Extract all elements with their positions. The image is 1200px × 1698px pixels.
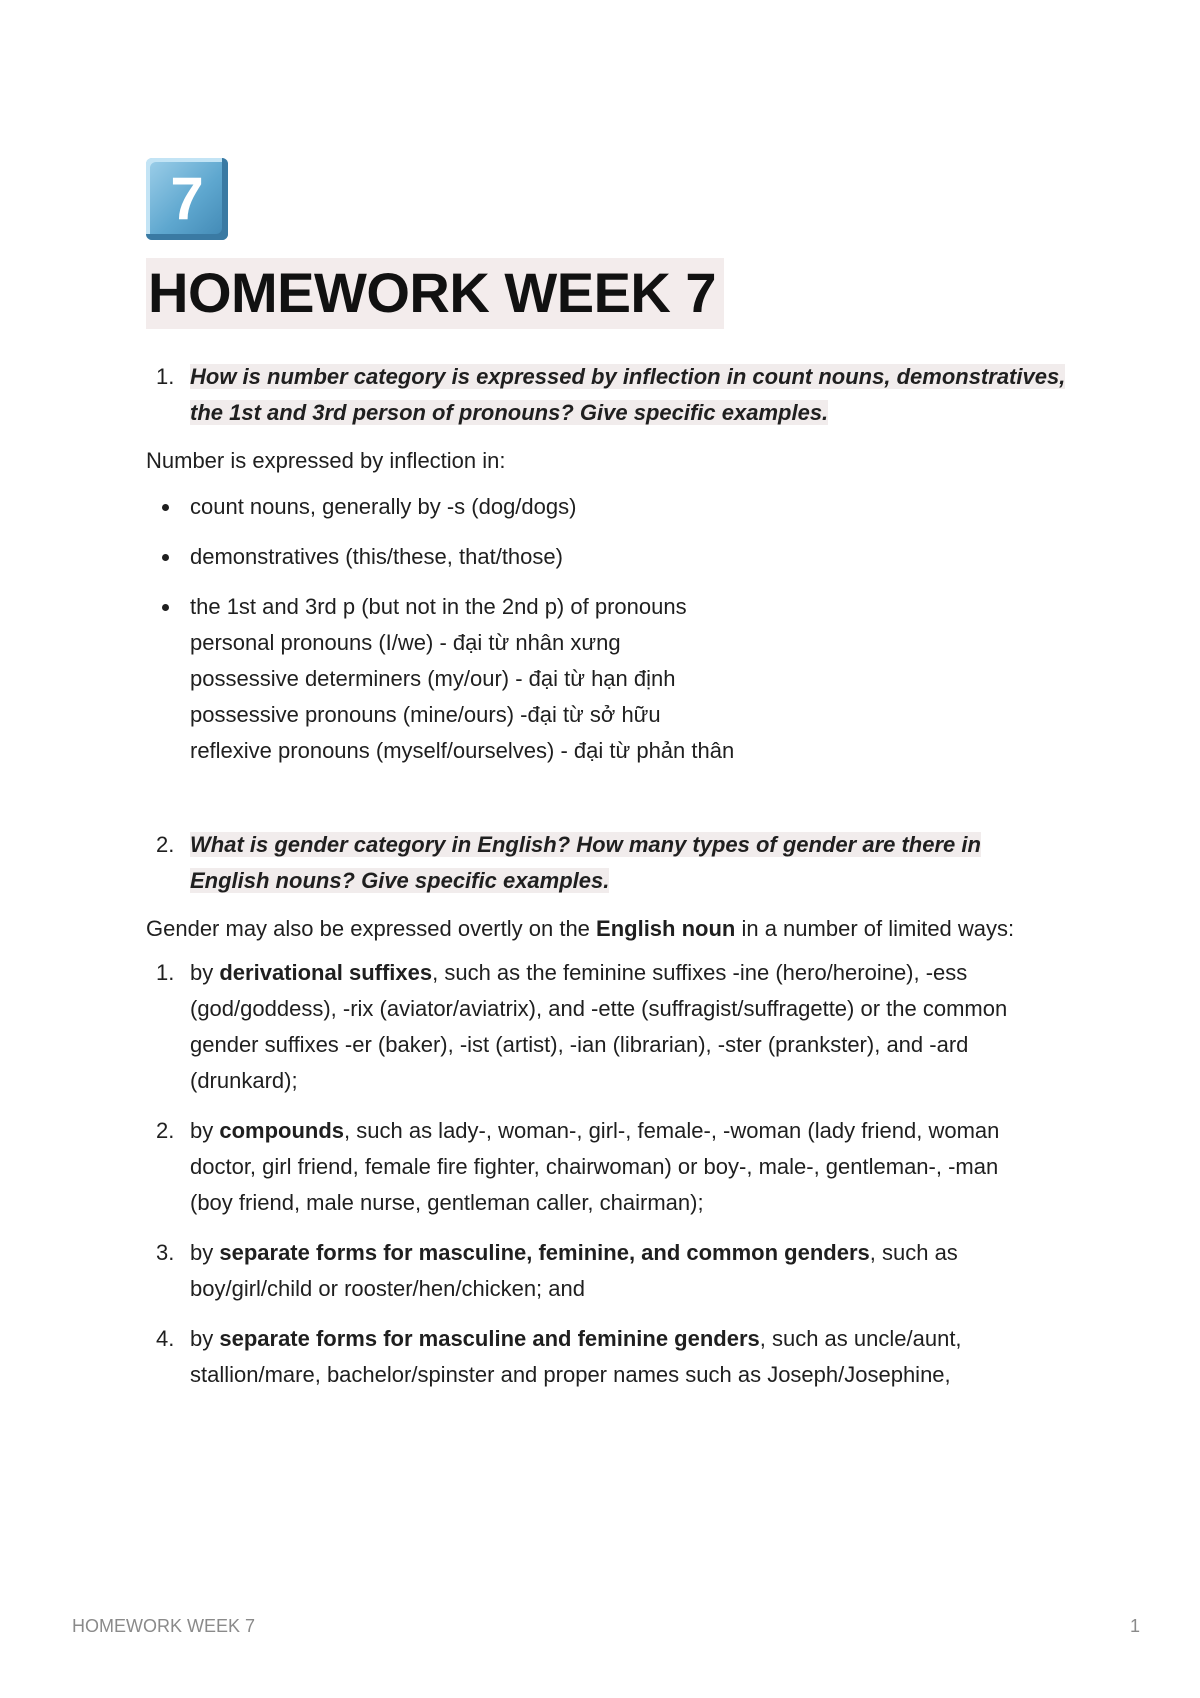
sub-line: possessive pronouns (mine/ours) -đại từ sở hữu	[190, 702, 661, 727]
sub-line: reflexive pronouns (myself/ourselves) - đại từ phản thân	[190, 738, 735, 763]
list-item: count nouns, generally by -s (dog/dogs)	[146, 489, 1066, 525]
list-item: the 1st and 3rd p (but not in the 2nd p) of pronouns personal pronouns (I/we) - đại từ nhân xưng possessive determiners (my/our) - đại từ hạn định possessive pronouns (mine/ours) -đại từ sở hữu reflexive pronouns (myself/ourselves) - đại từ phản thân	[146, 589, 1066, 769]
list-item: 1. by derivational suffixes, such as the feminine suffixes -ine (hero/heroine), -ess (god/goddess), -rix (aviator/aviatrix), and -ette (suffragist/suffragette) or the common gender suffixes -er (baker), -ist (artist), -ian (librarian), -ster (prankster), and -ard (drunkard);	[156, 960, 1008, 1093]
question-1	[146, 359, 1066, 431]
keycap-seven-icon: 7	[146, 158, 228, 240]
bullet-list	[146, 489, 1066, 769]
list-item: 4. by separate forms for masculine and feminine genders, such as uncle/aunt, stallion/mare, bachelor/spinster and proper names such as Joseph/Josephine,	[156, 1326, 962, 1387]
sub-line: possessive determiners (my/our) - đại từ hạn định	[190, 666, 676, 691]
question-2	[146, 827, 1066, 899]
bullet-icon	[162, 504, 169, 511]
footer-title: HOMEWORK WEEK 7	[72, 1616, 256, 1636]
document-page	[146, 158, 1066, 1407]
bullet-icon	[162, 604, 169, 611]
page-number: 1	[1129, 1616, 1140, 1636]
question-number: 1.	[156, 364, 175, 389]
answer-intro: Number is expressed by inflection in:	[146, 448, 506, 473]
list-item: 2. by compounds, such as lady-, woman-, girl-, female-, -woman (lady friend, woman doctor, girl friend, female fire fighter, chairwoman) or boy-, male-, gentleman-, -man (boy friend, male nurse, gentleman caller, chairman);	[156, 1118, 1000, 1215]
list-item: demonstratives (this/these, that/those)	[146, 539, 1066, 575]
list-item: 3. by separate forms for masculine, feminine, and common genders, such as boy/girl/child or rooster/hen/chicken; and	[156, 1240, 958, 1301]
sub-line: personal pronouns (I/we) - đại từ nhân xưng	[190, 630, 621, 655]
bullet-icon	[162, 554, 169, 561]
page-footer	[72, 1616, 1140, 1637]
question-number: 2.	[156, 832, 175, 857]
question-text: What is gender category in English? How many types of gender are there in English nouns? Give specific examples.	[190, 832, 981, 893]
answer-intro: Gender may also be expressed overtly on the English noun in a number of limited ways:	[146, 916, 1015, 941]
numbered-list	[146, 955, 1066, 1393]
page-title: HOMEWORK WEEK 7	[146, 258, 724, 329]
question-text: How is number category is expressed by inflection in count nouns, demonstratives, the 1st and 3rd person of pronouns? Give specific examples.	[190, 364, 1066, 425]
